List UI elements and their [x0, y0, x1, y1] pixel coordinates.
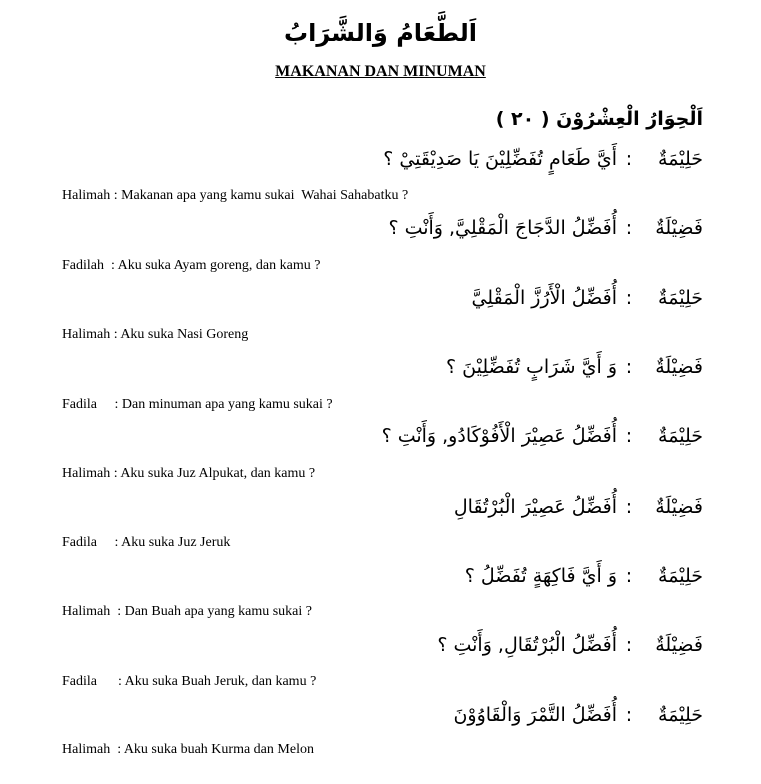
dialogue-translation: Fadilah : Aku suka Ayam goreng, dan kamu ? — [62, 258, 321, 273]
section-heading: اَلْحِوَارُ الْعِشْرُوْنَ ( ٢٠ ) — [495, 108, 703, 130]
dialogue-arabic-line — [382, 421, 703, 451]
speaker-arabic: حَلِيْمَةٌ — [658, 425, 703, 447]
speaker-arabic: فَضِيْلَةٌ — [655, 496, 703, 518]
arabic-text: أُفَضِّلُ الْأَرُزَّ الْمَقْلِيَّ — [471, 287, 617, 309]
dialogue-arabic-line — [453, 700, 703, 730]
colon-separator: : — [625, 634, 633, 656]
arabic-text: أُفَضِّلُ الدَّجَاجَ الْمَقْلِيَّ, وَأَنْتِ ؟ — [388, 217, 617, 239]
dialogue-translation: Fadila : Dan minuman apa yang kamu sukai ? — [62, 397, 333, 412]
arabic-text: أُفَضِّلُ عَصِيْرَ الْبُرْتُقَالِ — [453, 496, 617, 518]
speaker-arabic: حَلِيْمَةٌ — [658, 287, 703, 309]
arabic-text: أُفَضِّلُ عَصِيْرَ الْأَفُوْكَادُو, وَأَنْتِ ؟ — [381, 425, 617, 447]
colon-separator: : — [625, 217, 633, 239]
speaker-arabic: حَلِيْمَةٌ — [658, 704, 703, 726]
dialogue-translation: Halimah : Aku suka Nasi Goreng — [62, 327, 249, 342]
arabic-text: أُفَضِّلُ الْبُرْتُقَالِ, وَأَنْتِ ؟ — [437, 634, 617, 656]
colon-separator: : — [625, 565, 633, 587]
arabic-text: وَ أَيَّ شَرَابٍ تُفَضِّلِيْنَ ؟ — [446, 356, 617, 378]
speaker-arabic: فَضِيْلَةٌ — [655, 356, 703, 378]
dialogue-translation: Halimah : Aku suka buah Kurma dan Melon — [62, 742, 314, 757]
speaker-arabic: حَلِيْمَةٌ — [658, 565, 703, 587]
speaker-arabic: فَضِيْلَةٌ — [655, 634, 703, 656]
speaker-arabic: حَلِيْمَةٌ — [658, 148, 703, 170]
dialogue-translation: Halimah : Makanan apa yang kamu sukai Wahai Sahabatku ? — [62, 188, 409, 203]
arabic-text: وَ أَيَّ فَاكِهَةٍ تُفَضِّلُ ؟ — [464, 565, 617, 587]
dialogue-arabic-line — [465, 561, 703, 591]
colon-separator: : — [625, 356, 633, 378]
page-title: MAKANAN DAN MINUMAN — [275, 63, 486, 80]
arabic-text: أُفَضِّلُ التَّمْرَ وَالْقَاوُوْنَ — [453, 704, 617, 726]
colon-separator: : — [625, 496, 633, 518]
colon-separator: : — [625, 287, 633, 309]
page-title-arabic: اَلطَّعَامُ وَالشَّرَابُ — [284, 19, 477, 47]
colon-separator: : — [625, 425, 633, 447]
dialogue-arabic-line — [471, 283, 703, 313]
dialogue-translation: Halimah : Dan Buah apa yang kamu sukai ? — [62, 604, 312, 619]
arabic-text: أَيَّ طَعَامٍ تُفَضِّلِيْنَ يَا صَدِيْقَتِيْ ؟ — [383, 148, 617, 170]
dialogue-translation: Fadila : Aku suka Buah Jeruk, dan kamu ? — [62, 674, 317, 689]
dialogue-arabic-line — [437, 630, 703, 660]
speaker-arabic: فَضِيْلَةٌ — [655, 217, 703, 239]
dialogue-arabic-line — [446, 352, 703, 382]
dialogue-arabic-line — [383, 144, 703, 174]
dialogue-arabic-line — [454, 492, 703, 522]
dialogue-translation: Fadila : Aku suka Juz Jeruk — [62, 535, 231, 550]
colon-separator: : — [625, 148, 633, 170]
dialogue-translation: Halimah : Aku suka Juz Alpukat, dan kamu ? — [62, 466, 316, 481]
colon-separator: : — [625, 704, 633, 726]
dialogue-arabic-line — [388, 213, 703, 243]
